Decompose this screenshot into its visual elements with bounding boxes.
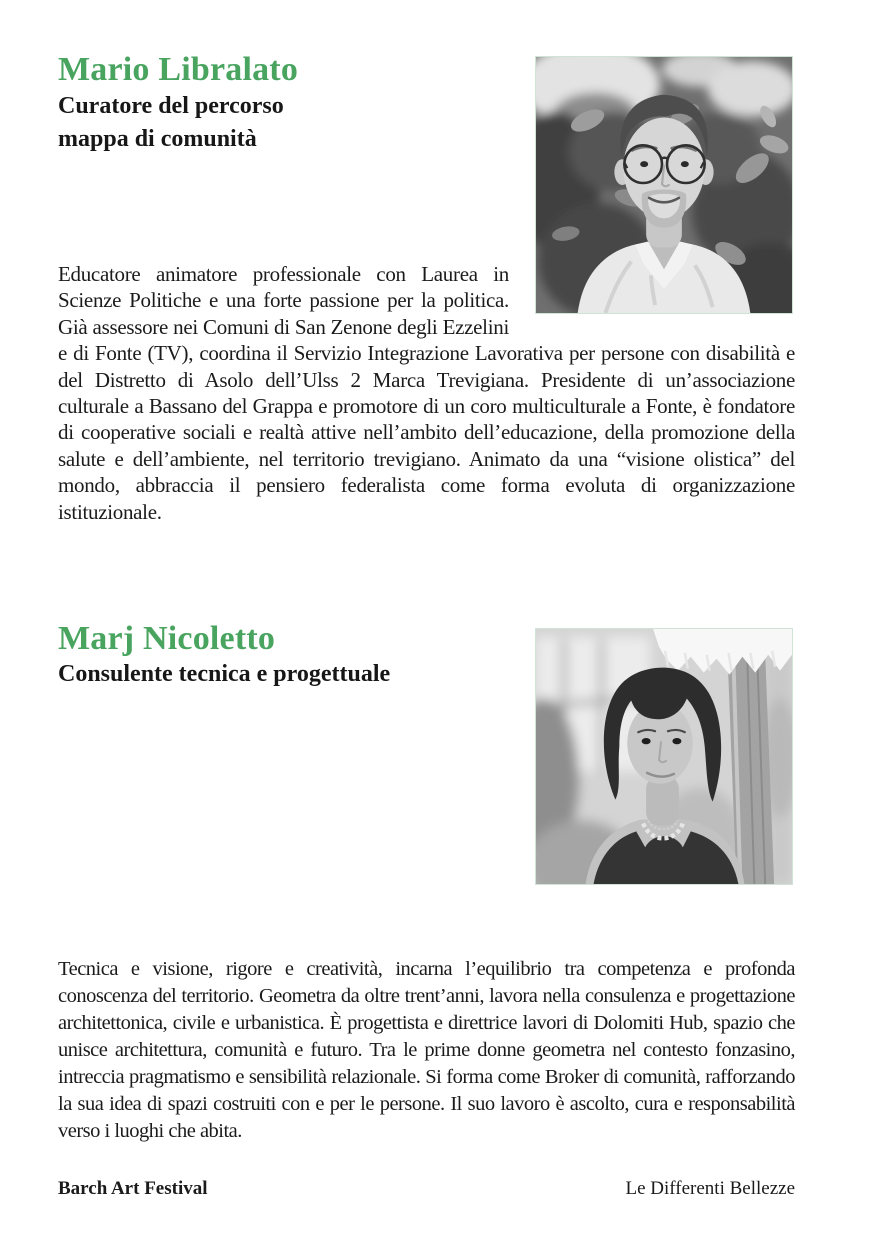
bio-paragraph-mario: [58, 261, 795, 525]
role-line: Curatore del percorso: [58, 93, 284, 119]
person-role-marj: [58, 658, 528, 691]
person-name-heading-mario: Mario Libralato: [58, 51, 299, 88]
role-line: mappa di comunità: [58, 126, 257, 152]
page-footer: [58, 1177, 795, 1201]
portrait-marj-illustration: [536, 629, 792, 884]
person-role-mario: [58, 90, 528, 156]
person-name-heading-marj: Marj Nicoletto: [58, 620, 276, 657]
footer-festival-title: Barch Art Festival: [58, 1178, 208, 1199]
footer-series-title: Le Differenti Bellezze: [625, 1178, 795, 1199]
bio-paragraph-marj: [58, 956, 795, 1145]
portrait-photo-marj: [535, 628, 793, 885]
photo-overlap-spacer: [509, 261, 795, 315]
role-line: Consulente tecnica e progettuale: [58, 661, 391, 687]
bio-text-mario: Educatore animatore professionale con Laurea in Scienze Politiche e una forte passione per la politica. Già assessore nei Comuni di San Zenone degli Ezzelini e di Fonte (TV), coordina il Servizio Integrazione Lavorativa per persone con disabilità e del Distretto di Asolo dell’Ulss 2 Marca Trevigiana. Presidente di un’associazione culturale a Bassano del Grappa e promotore di un coro multiculturale a Fonte, è fondatore di cooperative sociali e realtà attive nell’ambito dell’educazione, della promozione della salute e dell’ambiente, nel territorio trevigiano. Animato da una “visione olistica” del mondo, abbraccia il pensiero federalista come forma evoluta di organizzazione istituzionale.: [58, 262, 795, 524]
bio-text-marj: Tecnica e visione, rigore e creatività, incarna l’equilibrio tra competenza e profonda conoscenza del territorio. Geometra da oltre trent’anni, lavora nella consulenza e progettazione architettonica, civile e urbanistica. È progettista e direttrice lavori di Dolomiti Hub, spazio che unisce architettura, comunità e futuro. Tra le prime donne geometra nel contesto fonzasino, intreccia pragmatismo e sensibilità relazionale. Si forma come Broker di comunità, rafforzando la sua idea di spazi costruiti con e per le persone. Il suo lavoro è ascolto, cura e responsabilità verso i luoghi che abita.: [58, 958, 795, 1142]
